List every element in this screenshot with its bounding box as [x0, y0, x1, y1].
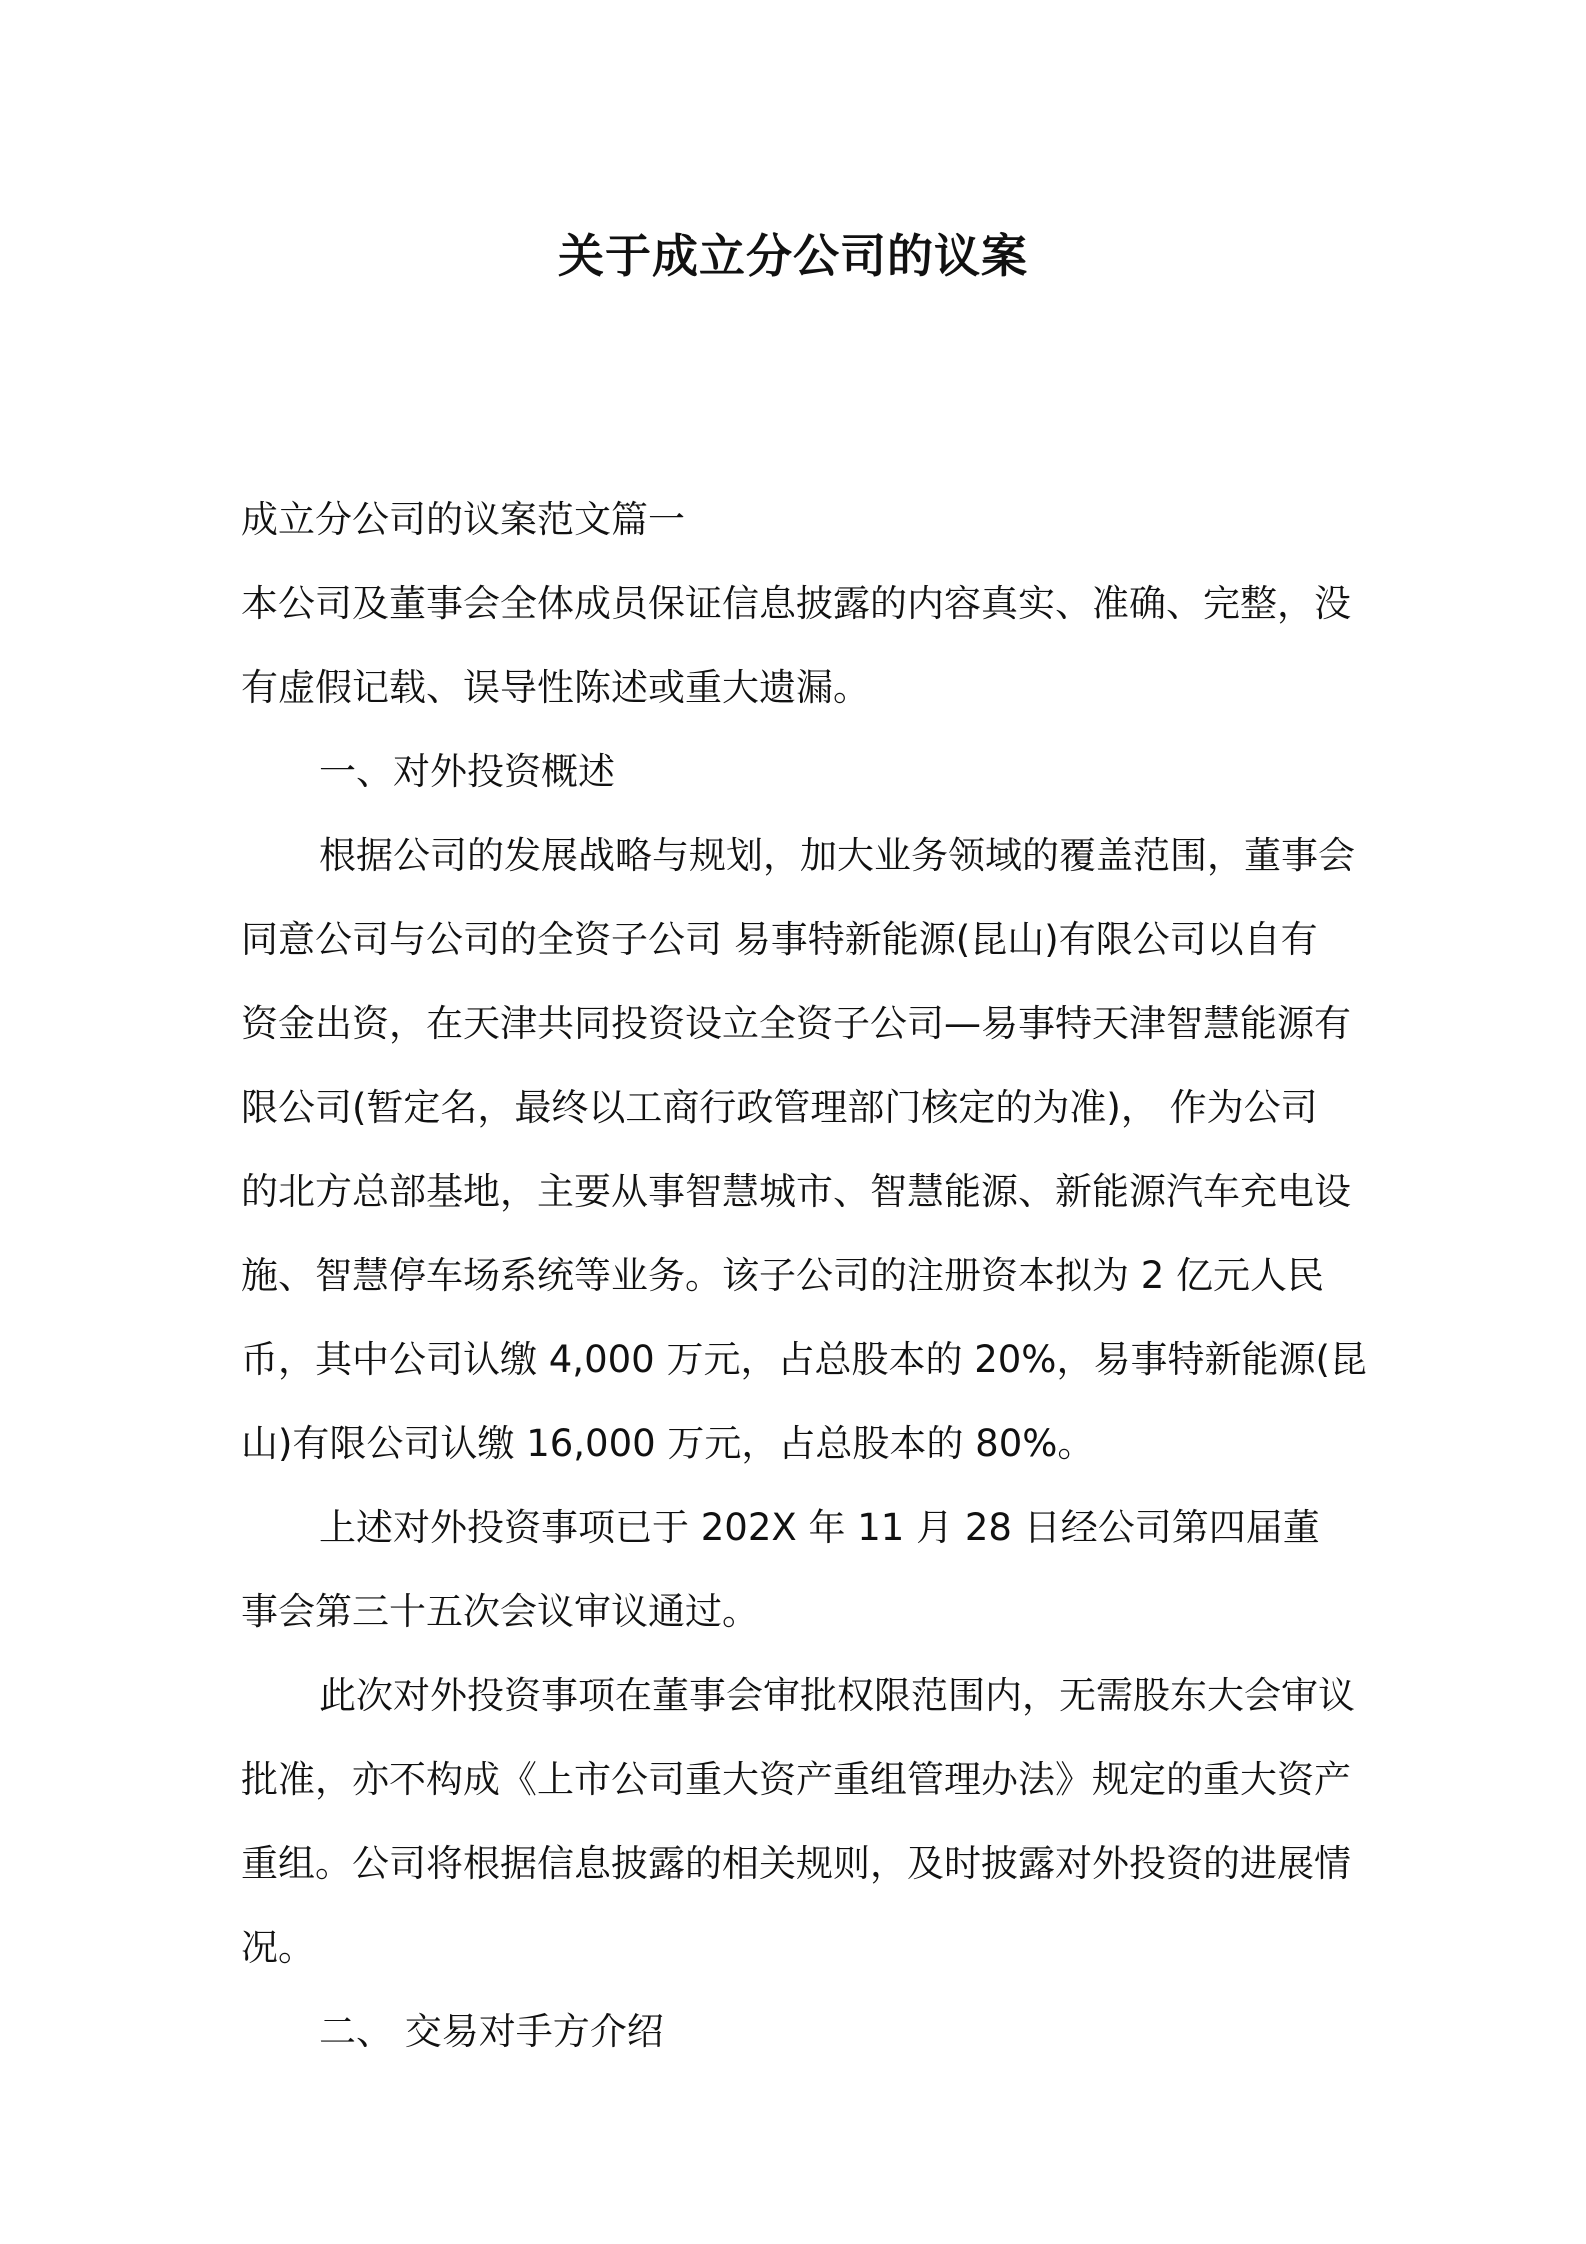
paragraph-line: 限公司(暂定名，最终以工商行政管理部门核定的为准)， 作为公司 — [241, 1086, 1318, 1129]
paragraph-line: 山)有限公司认缴 16,000 万元，占总股本的 80%。 — [241, 1422, 1095, 1465]
section-subtitle: 成立分公司的议案范文篇一 — [241, 498, 685, 541]
paragraph-line: 资金出资，在天津共同投资设立全资子公司—易事特天津智慧能源有 — [241, 1002, 1351, 1045]
paragraph-line: 批准，亦不构成《上市公司重大资产重组管理办法》规定的重大资产 — [241, 1758, 1351, 1801]
paragraph-line: 根据公司的发展战略与规划，加大业务领域的覆盖范围，董事会 — [319, 834, 1355, 877]
paragraph-line: 此次对外投资事项在董事会审批权限范围内，无需股东大会审议 — [319, 1674, 1355, 1717]
section-heading: 一、对外投资概述 — [319, 750, 615, 793]
paragraph-line: 事会第三十五次会议审议通过。 — [241, 1590, 759, 1633]
document-body — [241, 478, 1367, 2074]
paragraph-line: 上述对外投资事项已于 202X 年 11 月 28 日经公司第四届董 — [319, 1506, 1320, 1549]
paragraph-line: 施、智慧停车场系统等业务。该子公司的注册资本拟为 2 亿元人民 — [241, 1254, 1325, 1297]
paragraph-line: 重组。公司将根据信息披露的相关规则，及时披露对外投资的进展情 — [241, 1842, 1351, 1885]
paragraph-line: 况。 — [241, 1926, 315, 1969]
paragraph-line: 的北方总部基地，主要从事智慧城市、智慧能源、新能源汽车充电设 — [241, 1170, 1351, 1213]
section-heading: 二、 交易对手方介绍 — [319, 2010, 664, 2053]
paragraph-line: 同意公司与公司的全资子公司 易事特新能源(昆山)有限公司以自有 — [241, 918, 1318, 961]
paragraph-line: 本公司及董事会全体成员保证信息披露的内容真实、准确、完整，没 — [241, 582, 1351, 625]
paragraph-line: 有虚假记载、误导性陈述或重大遗漏。 — [241, 666, 870, 709]
paragraph-line: 币，其中公司认缴 4,000 万元，占总股本的 20%，易事特新能源(昆 — [241, 1338, 1367, 1381]
document-title: 关于成立分公司的议案 — [558, 229, 1028, 283]
